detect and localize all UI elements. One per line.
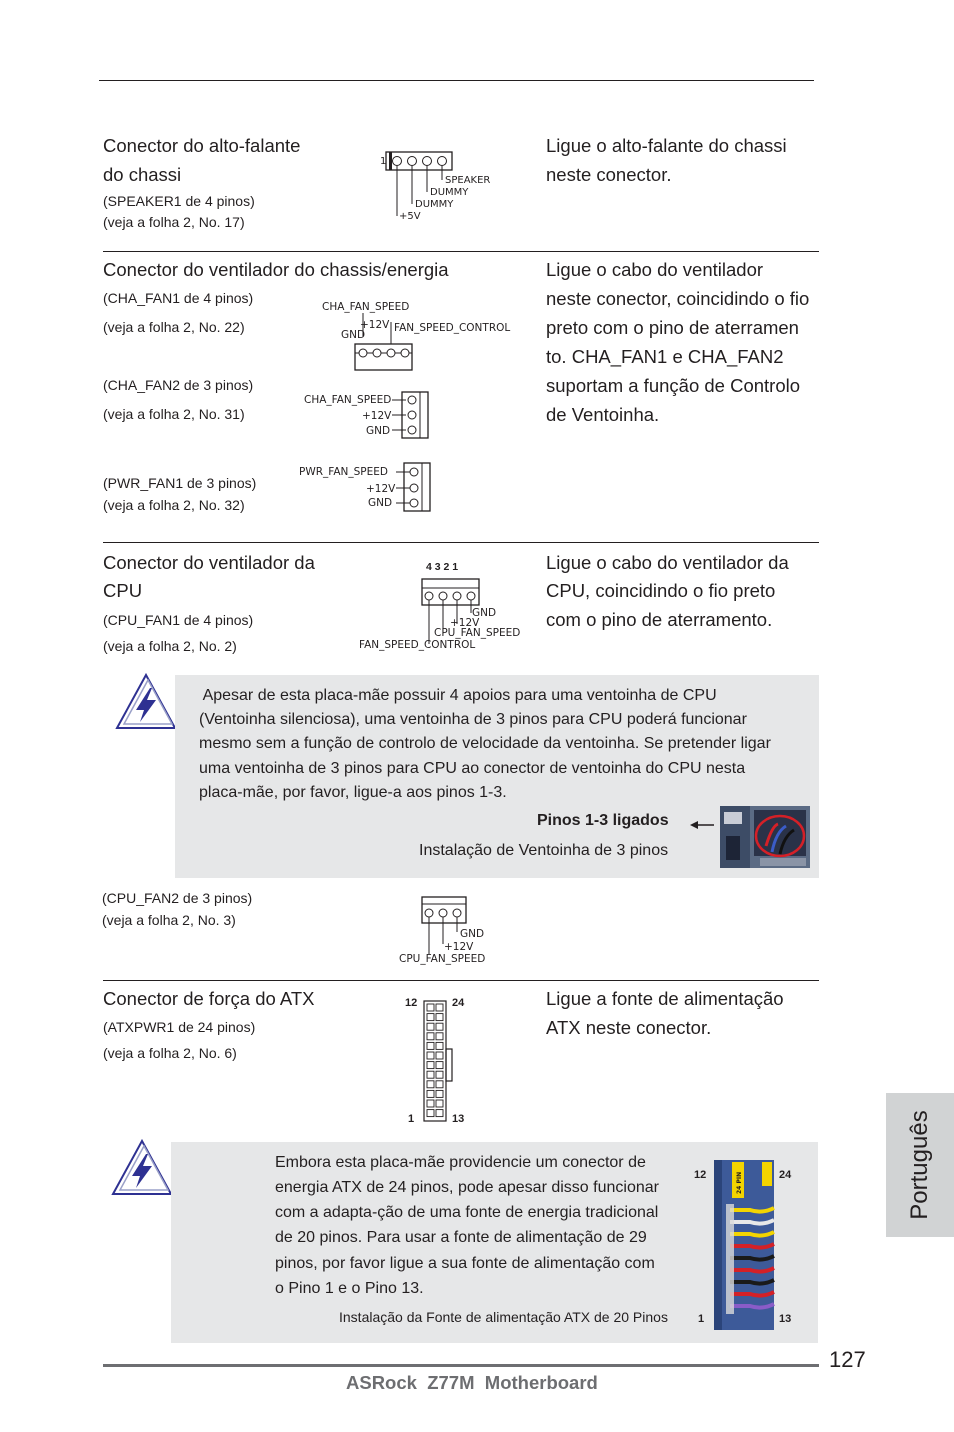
pwr-12v-label: +12V (366, 483, 396, 495)
footer-product: ASRock Z77M Motherboard (346, 1372, 598, 1393)
speaker-title-1: Conector do alto-falante (103, 135, 301, 156)
warning-icon-2 (110, 1138, 174, 1198)
atx-pin (436, 1081, 443, 1088)
atx-title: Conector de força do ATX (103, 988, 315, 1009)
atx-pin (427, 1071, 434, 1078)
atx-note-line-1: Embora esta placa-mãe providencie um conector de (275, 1154, 646, 1171)
speaker-title-2: do chassi (103, 164, 182, 185)
cpu-note-line-5: placa-mãe, por favor, ligue-a aos pinos 1-3. (199, 784, 507, 801)
cpu-note-line-3: mesmo sem a função de controlo de velocidade da ventoinha. Se pretender ligar (199, 735, 771, 752)
atx-pin (436, 1090, 443, 1097)
chassis-fan-desc-2: neste conector, coincidindo o fio (546, 288, 810, 309)
atx-pin (427, 1004, 434, 1011)
cha-fan2-ref: (veja a folha 2, No. 31) (103, 406, 245, 422)
photo-label-24: 24 (779, 1169, 792, 1181)
atx-note-line-4: de 20 pinos. Para usar a fonte de alimentação de 29 (275, 1229, 647, 1246)
cha1-12v-label: +12V (360, 319, 390, 331)
language-tab-label: Português (906, 1110, 933, 1220)
speaker-ref: (veja a folha 2, No. 17) (103, 214, 245, 230)
atx-pin (436, 1071, 443, 1078)
cpu-fan1-ref: (veja a folha 2, No. 2) (103, 638, 237, 654)
cpu-fan-desc-3: com o pino de aterramento. (546, 609, 773, 630)
chassis-fan-desc-6: de Ventoinha. (546, 404, 660, 425)
cpu-fan-title-1: Conector do ventilador da (103, 552, 315, 573)
arrow-left-icon (688, 818, 716, 832)
speaker-connector-diagram (380, 150, 500, 222)
cpu-note-line-4: uma ventoinha de 3 pinos para CPU ao conector de ventoinha do CPU nesta (199, 760, 746, 777)
section-rule-2 (103, 542, 819, 543)
cha-fan1-diagram (320, 298, 530, 374)
atx-pin (436, 1023, 443, 1030)
atx-pin (436, 1042, 443, 1049)
atx-ref: (veja a folha 2, No. 6) (103, 1045, 237, 1061)
photo-label-12: 12 (694, 1169, 707, 1181)
atx-label-12: 12 (405, 997, 418, 1009)
cpu-fan-desc-1: Ligue o cabo do ventilador da (546, 552, 789, 573)
atx-pin (427, 1023, 434, 1030)
cpu-fan-title-2: CPU (103, 580, 143, 601)
atx-pin (427, 1081, 434, 1088)
speaker-pin1-label: 1 (380, 156, 387, 167)
photo-label-13: 13 (779, 1313, 792, 1325)
chassis-fan-desc-1: Ligue o cabo do ventilador (546, 259, 764, 280)
fan-install-photo (720, 806, 810, 868)
speaker-label-5v: +5V (399, 211, 421, 222)
cha1-gnd-label: GND (341, 329, 366, 341)
chassis-fan-desc-5: suportam a função de Controlo (546, 375, 801, 396)
speaker-pins: (SPEAKER1 de 4 pinos) (103, 193, 255, 209)
cpu2-gnd-label: GND (460, 928, 485, 940)
cha2-gnd-label: GND (366, 425, 391, 437)
chassis-fan-title: Conector do ventilador do chassis/energia (103, 259, 449, 280)
atx-pin (436, 1014, 443, 1021)
speaker-label-dummy2: DUMMY (415, 199, 454, 210)
cpu-gnd-label: GND (472, 607, 497, 619)
cpu-fan2-diagram (396, 894, 506, 966)
cha2-speed-label: CHA_FAN_SPEED (304, 394, 392, 406)
pwr-speed-label: PWR_FAN_SPEED (299, 466, 388, 478)
cha-fan1-ref: (veja a folha 2, No. 22) (103, 319, 245, 335)
cha-fan1-pins: (CHA_FAN1 de 4 pinos) (103, 290, 254, 306)
atx-pin (427, 1090, 434, 1097)
pwr-fan1-diagram (296, 460, 436, 512)
cpu-speed-label: CPU_FAN_SPEED (434, 627, 521, 639)
pwr-fan1-ref: (veja a folha 2, No. 32) (103, 497, 245, 513)
atx-note-line-5: pinos, por favor ligue a sua fonte de alimentação com (275, 1255, 655, 1272)
pins-connected-label: Pinos 1-3 ligados (537, 812, 669, 829)
top-rule (99, 80, 814, 81)
atx-desc-2: ATX neste conector. (546, 1017, 712, 1038)
cpu-12v-label: +12V (450, 617, 480, 629)
speaker-label-dummy1: DUMMY (430, 187, 469, 198)
atx-label-1: 1 (408, 1113, 415, 1125)
photo-chip-text: 24 PIN (736, 1171, 743, 1194)
atx-note-line-3: com a adapta-ção de uma fonte de energia tradicional (275, 1204, 659, 1221)
cpu-fan2-ref: (veja a folha 2, No. 3) (102, 912, 236, 928)
cha1-speed-label: CHA_FAN_SPEED (322, 301, 410, 313)
cha-fan2-pins: (CHA_FAN2 de 3 pinos) (103, 377, 254, 393)
atx-pin (427, 1100, 434, 1107)
cpu-fan-desc-2: CPU, coincidindo o fio preto (546, 580, 776, 601)
cha-fan2-diagram (300, 390, 440, 442)
photo-label-1: 1 (698, 1313, 705, 1325)
chassis-fan-desc-4: to. CHA_FAN1 e CHA_FAN2 (546, 346, 784, 367)
cpu-note-line-2: (Ventoinha silenciosa), uma ventoinha de 3 pinos para CPU poderá funcionar (199, 711, 747, 728)
speaker-desc-2: neste conector. (546, 164, 672, 185)
section-rule-3 (103, 980, 819, 981)
page-number: 127 (829, 1347, 866, 1372)
speaker-desc-1: Ligue o alto-falante do chassi (546, 135, 787, 156)
cpu-ctrl-label: FAN_SPEED_CONTROL (359, 639, 476, 651)
section-rule-1 (103, 251, 819, 252)
cpu-note-line-1: Apesar de esta placa-mãe possuir 4 apoios para uma ventoinha de CPU (199, 687, 717, 704)
atx-desc-1: Ligue a fonte de alimentação (546, 988, 784, 1009)
atx-install-photo (690, 1158, 800, 1334)
atx-pin (427, 1033, 434, 1040)
atx-pins: (ATXPWR1 de 24 pinos) (103, 1019, 256, 1035)
cha2-12v-label: +12V (362, 410, 392, 422)
atx-note-line-2: energia ATX de 24 pinos, pode apesar disso funcionar (275, 1179, 659, 1196)
language-tab (886, 1093, 954, 1237)
atx-pin (427, 1062, 434, 1069)
pwr-gnd-label: GND (368, 497, 393, 509)
atx-pin (436, 1004, 443, 1011)
atx-pin (436, 1033, 443, 1040)
cha1-ctrl-label: FAN_SPEED_CONTROL (394, 322, 511, 334)
atx-pin (427, 1052, 434, 1059)
atx-label-13: 13 (452, 1113, 465, 1125)
cpu-note-caption: Instalação de Ventoinha de 3 pinos (419, 842, 669, 859)
atx-connector-diagram (400, 993, 480, 1129)
atx-note-line-6: o Pino 1 e o Pino 13. (275, 1280, 424, 1297)
pwr-fan1-pins: (PWR_FAN1 de 3 pinos) (103, 475, 257, 491)
cpu-fan-pin-numbers: 4 3 2 1 (426, 561, 459, 573)
footer-rule (103, 1364, 819, 1367)
chassis-fan-desc-3: preto com o pino de aterramen (546, 317, 799, 338)
atx-pin (436, 1110, 443, 1117)
atx-pin (436, 1100, 443, 1107)
atx-pin (427, 1014, 434, 1021)
cpu2-speed-label: CPU_FAN_SPEED (399, 953, 486, 965)
cpu-fan1-diagram (358, 558, 528, 654)
atx-note-caption: Instalação da Fonte de alimentação ATX de 20 Pinos (339, 1309, 668, 1325)
atx-pin (427, 1042, 434, 1049)
atx-pin (427, 1110, 434, 1117)
cpu-fan2-pins: (CPU_FAN2 de 3 pinos) (102, 890, 253, 906)
atx-pin (436, 1052, 443, 1059)
atx-label-24: 24 (452, 997, 465, 1009)
atx-pin (436, 1062, 443, 1069)
cpu2-12v-label: +12V (444, 941, 474, 953)
warning-icon (114, 672, 178, 732)
cpu-fan1-pins: (CPU_FAN1 de 4 pinos) (103, 612, 254, 628)
speaker-label-speaker: SPEAKER (445, 175, 491, 186)
